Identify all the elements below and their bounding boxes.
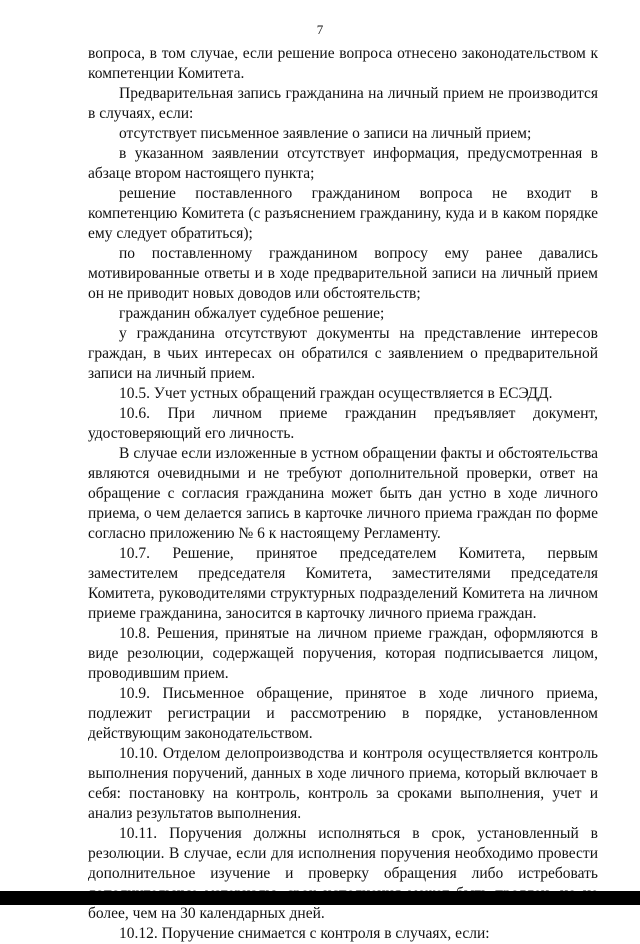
- paragraph: 10.7. Решение, принятое председателем Комитета, первым заместителем председателя Комитета, заместителями председателя Комитета, руководителями структурных подразделений Комитета на личном приеме гражданина, заносится в карточку личного приема граждан.: [88, 545, 598, 622]
- page-number: 7: [316, 22, 324, 37]
- paragraph: 10.6. При личном приеме гражданин предъявляет документ, удостоверяющий его личность.: [88, 405, 598, 442]
- paragraph: по поставленному гражданином вопросу ему ранее давались мотивированные ответы и в ходе предварительной записи на личный прием он не приводит новых доводов или обстоятельств;: [88, 245, 598, 302]
- paragraph: вопроса, в том случае, если решение вопроса отнесено законодательством к компетенции Комитета.: [88, 45, 598, 82]
- paragraph: 10.10. Отделом делопроизводства и контроля осуществляется контроль выполнения поручений, данных в ходе личного приема, который включает в себя: постановку на контроль, контроль за сроками выполнения, учет и анализ результатов выполнения.: [88, 745, 598, 822]
- paragraph: решение поставленного гражданином вопроса не входит в компетенцию Комитета (с разъяснением гражданину, куда и в каком порядке ему следует обратиться);: [88, 185, 598, 242]
- scan-edge-strip: [0, 891, 640, 905]
- paragraph: отсутствует письменное заявление о записи на личный прием;: [119, 125, 532, 142]
- paragraph: 10.8. Решения, принятые на личном приеме граждан, оформляются в виде резолюции, содержащей поручения, которая подписывается лицом, проводившим прием.: [88, 625, 598, 682]
- paragraph: 10.9. Письменное обращение, принятое в ходе личного приема, подлежит регистрации и рассмотрению в порядке, установленном действующим законодательством.: [88, 685, 598, 742]
- paragraph: 10.12. Поручение снимается с контроля в случаях, если:: [119, 925, 490, 942]
- paragraph: В случае если изложенные в устном обращении факты и обстоятельства являются очевидными и не требуют дополнительной проверки, ответ на обращение с согласия гражданина может быть дан устно в ходе личного приема, о чем делается запись в карточке личного приема граждан по форме согласно приложению № 6 к настоящему Регламенту.: [88, 445, 598, 542]
- paragraph: 10.11. Поручения должны исполняться в срок, установленный в резолюции. В случае, если для исполнения поручения необходимо провести дополнительное изучение и проверку обращения либо истребовать более, чем на 30 календарных дней.: [88, 825, 598, 922]
- document-body: [88, 44, 598, 944]
- paragraph: 10.5. Учет устных обращений граждан осуществляется в ЕСЭДД.: [119, 385, 553, 402]
- paragraph: у гражданина отсутствуют документы на представление интересов граждан, в чьих интересах он обратился с заявлением о предварительной записи на личный прием.: [88, 325, 598, 382]
- paragraph: Предварительная запись гражданина на личный прием не производится в случаях, если:: [88, 85, 598, 122]
- paragraph: гражданин обжалует судебное решение;: [119, 305, 385, 322]
- paragraph: в указанном заявлении отсутствует информация, предусмотренная в абзаце втором настоящего пункта;: [88, 145, 598, 182]
